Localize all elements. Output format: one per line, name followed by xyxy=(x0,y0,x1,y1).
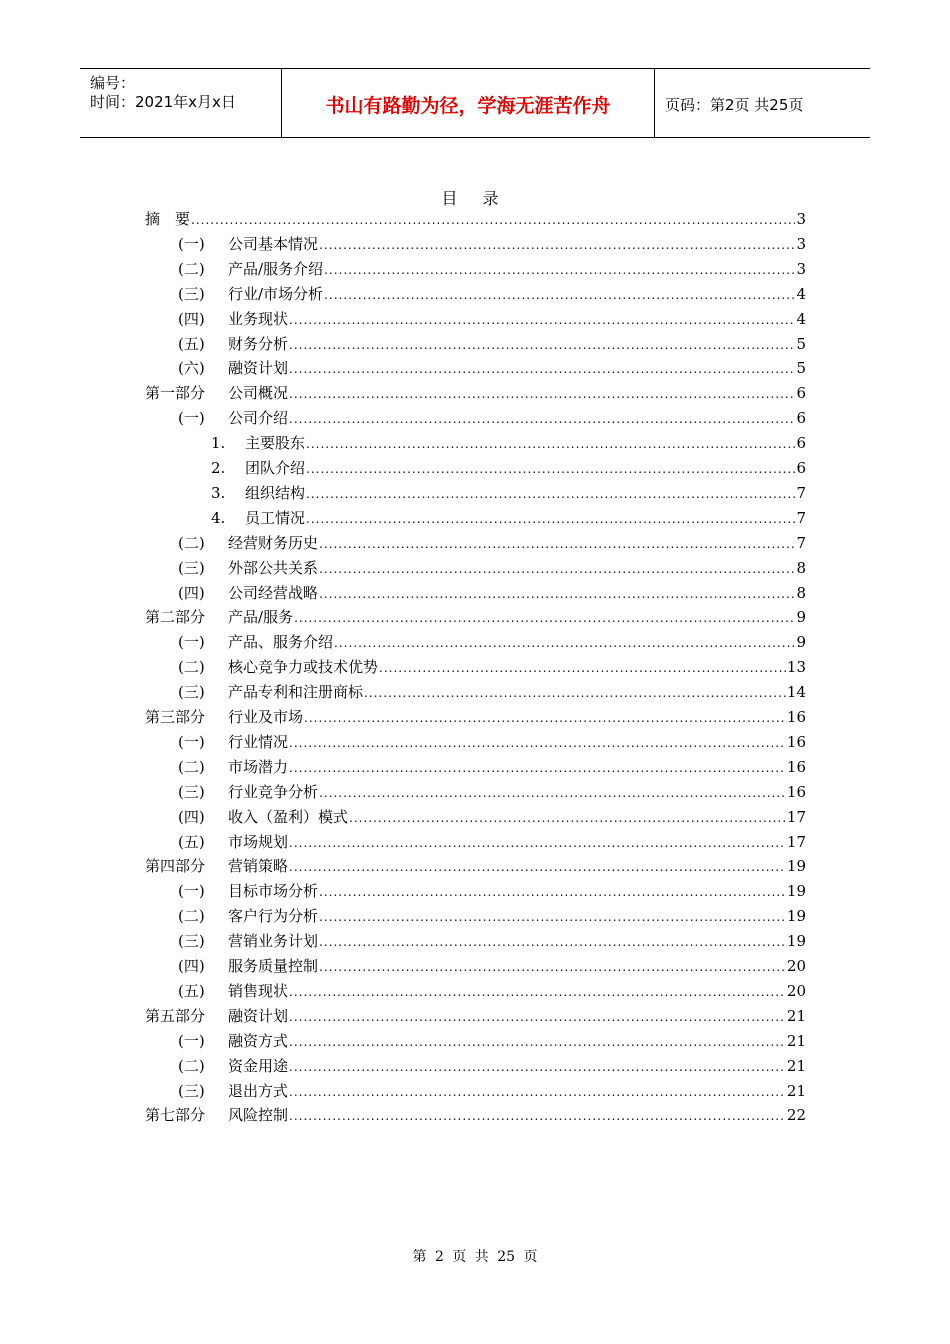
toc-entry-page-number: 4 xyxy=(796,309,806,328)
toc-entry-page-number: 9 xyxy=(796,608,806,627)
toc-entry-page-number: 6 xyxy=(796,409,806,428)
toc-dot-leader xyxy=(289,1109,786,1123)
toc-entry-label: 团队介绍 xyxy=(245,459,306,477)
toc-entry-label: 核心竞争力或技术优势 xyxy=(228,658,379,677)
toc-dot-leader xyxy=(306,487,795,501)
toc-entry[interactable] xyxy=(178,806,806,830)
toc-entry-label: 市场规划 xyxy=(228,832,289,851)
toc-dot-leader xyxy=(289,836,786,850)
toc-entry-number: (二) xyxy=(178,658,205,677)
toc-entry[interactable] xyxy=(178,333,806,357)
toc-entry-page-number: 21 xyxy=(786,1006,806,1025)
toc-entry-number: (四) xyxy=(178,583,205,602)
toc-entry[interactable] xyxy=(145,606,806,630)
toc-entry-page-number: 3 xyxy=(796,259,806,278)
toc-dot-leader xyxy=(379,661,786,675)
toc-entry-label: 融资计划 xyxy=(228,359,289,378)
toc-entry-label: 销售现状 xyxy=(228,981,289,1000)
toc-entry-page-number: 20 xyxy=(786,981,806,1000)
toc-entry[interactable] xyxy=(145,706,806,730)
toc-entry[interactable] xyxy=(211,432,806,456)
toc-entry-label: 财务分析 xyxy=(228,334,289,353)
toc-entry-page-number: 4 xyxy=(796,284,806,303)
toc-entry-label: 营销策略 xyxy=(228,857,289,876)
toc-entry-page-number: 3 xyxy=(796,234,806,253)
toc-dot-leader xyxy=(289,736,786,750)
toc-dot-leader xyxy=(304,711,786,725)
toc-entry[interactable] xyxy=(145,1005,806,1029)
toc-entry[interactable] xyxy=(178,756,806,780)
toc-dot-leader xyxy=(289,338,795,352)
toc-entry-page-number: 16 xyxy=(786,732,806,751)
toc-entry[interactable] xyxy=(178,532,806,556)
toc-entry[interactable] xyxy=(211,457,806,481)
header-motto: 书山有路勤为径，学海无涯苦作舟 xyxy=(325,95,611,117)
toc-entry-page-number: 7 xyxy=(796,483,806,502)
toc-entry-number: 第四部分 xyxy=(145,857,206,876)
toc-entry-page-number: 6 xyxy=(796,459,806,477)
toc-entry[interactable] xyxy=(178,357,806,381)
toc-entry-label: 主要股东 xyxy=(245,434,306,453)
toc-dot-leader xyxy=(289,1085,786,1099)
toc-entry-page-number: 19 xyxy=(786,857,806,876)
toc-entry-page-number: 8 xyxy=(796,558,806,577)
toc-entry[interactable] xyxy=(178,880,806,904)
toc-entry-label: 行业情况 xyxy=(228,732,289,751)
toc-title: 目 录 xyxy=(441,189,509,208)
toc-entry-number: (三) xyxy=(178,1081,205,1100)
toc-entry-page-number: 16 xyxy=(786,757,806,776)
toc-entry-label: 客户行为分析 xyxy=(228,907,319,926)
toc-entry[interactable] xyxy=(178,1030,806,1054)
toc-entry-label: 行业/市场分析 xyxy=(228,284,324,303)
toc-entry-number: (一) xyxy=(178,882,205,901)
toc-entry-page-number: 6 xyxy=(796,434,806,453)
toc-entry-number: 第三部分 xyxy=(145,708,206,726)
toc-dot-leader xyxy=(324,263,795,277)
toc-entry-label: 市场潜力 xyxy=(228,757,289,776)
toc-entry-number: (三) xyxy=(178,932,205,951)
toc-entry-label: 资金用途 xyxy=(228,1056,289,1075)
toc-dot-leader xyxy=(289,1060,786,1074)
toc-dot-leader xyxy=(289,860,786,874)
toc-entry[interactable] xyxy=(211,482,806,506)
toc-entry[interactable] xyxy=(178,407,806,431)
toc-entry[interactable] xyxy=(178,1055,806,1079)
toc-entry-page-number: 16 xyxy=(786,708,806,726)
toc-entry-number: 1. xyxy=(211,434,226,453)
toc-entry-number: (六) xyxy=(178,359,205,378)
toc-dot-leader xyxy=(306,462,795,476)
toc-entry[interactable] xyxy=(178,1080,806,1104)
header-page-info: 页码：第2页 共25页 xyxy=(665,96,804,114)
toc-dot-leader xyxy=(191,213,795,227)
toc-entry[interactable] xyxy=(178,557,806,581)
toc-entry-page-number: 7 xyxy=(796,508,806,527)
toc-entry-page-number: 3 xyxy=(796,210,806,228)
toc-entry-label: 行业竞争分析 xyxy=(228,782,319,801)
toc-entry[interactable] xyxy=(178,955,806,979)
toc-entry-page-number: 14 xyxy=(786,683,806,702)
toc-entry[interactable] xyxy=(178,731,806,755)
toc-entry-label: 产品/服务介绍 xyxy=(228,259,324,278)
toc-entry[interactable] xyxy=(178,831,806,855)
page-header xyxy=(80,68,870,138)
toc-entry-page-number: 9 xyxy=(796,633,806,652)
toc-entry-page-number: 17 xyxy=(786,807,806,826)
toc-entry[interactable] xyxy=(178,283,806,307)
toc-dot-leader xyxy=(289,1010,786,1024)
toc-entry-number: (四) xyxy=(178,957,205,975)
toc-entry[interactable] xyxy=(178,905,806,929)
toc-entry-label: 融资计划 xyxy=(228,1006,289,1025)
toc-dot-leader xyxy=(324,288,795,302)
toc-entry-label: 收入（盈利）模式 xyxy=(228,807,349,826)
toc-entry[interactable] xyxy=(178,258,806,282)
toc-entry-label: 风险控制 xyxy=(228,1106,289,1125)
toc-dot-leader xyxy=(306,437,795,451)
toc-entry-label: 外部公共关系 xyxy=(228,558,319,577)
toc-dot-leader xyxy=(319,537,795,551)
toc-entry-label: 公司介绍 xyxy=(228,409,289,428)
toc-dot-leader xyxy=(319,935,786,949)
toc-entry-number: 第二部分 xyxy=(145,608,206,627)
toc-dot-leader xyxy=(289,412,795,426)
toc-entry-page-number: 19 xyxy=(786,932,806,951)
toc-entry-page-number: 7 xyxy=(796,533,806,552)
toc-entry-number: 第五部分 xyxy=(145,1006,206,1025)
page-footer: 第 2 页 共 25 页 xyxy=(412,1249,538,1265)
toc-entry[interactable] xyxy=(178,233,806,257)
toc-entry-page-number: 13 xyxy=(786,658,806,677)
toc-entry[interactable] xyxy=(178,930,806,954)
toc-entry-number: (三) xyxy=(178,782,205,801)
toc-dot-leader xyxy=(289,761,786,775)
toc-entry-number: 第七部分 xyxy=(145,1106,206,1125)
toc-entry-label: 服务质量控制 xyxy=(228,957,319,975)
toc-entry-number: (五) xyxy=(178,981,205,1000)
toc-dot-leader xyxy=(319,885,786,899)
toc-dot-leader xyxy=(364,686,786,700)
toc-entry-label: 行业及市场 xyxy=(228,708,304,726)
toc-entry-page-number: 8 xyxy=(796,583,806,602)
toc-entry-number: (一) xyxy=(178,409,205,428)
toc-entry-number: (一) xyxy=(178,1031,205,1050)
toc-entry-page-number: 19 xyxy=(786,907,806,926)
header-left-cell xyxy=(80,69,282,137)
toc-entry-page-number: 5 xyxy=(796,359,806,378)
toc-entry-number: (二) xyxy=(178,1056,205,1075)
toc-dot-leader xyxy=(289,985,786,999)
toc-entry-label: 业务现状 xyxy=(228,309,289,328)
toc-dot-leader xyxy=(289,313,795,327)
toc-entry-page-number: 21 xyxy=(786,1056,806,1075)
toc-entry[interactable] xyxy=(178,308,806,332)
toc-dot-leader xyxy=(319,910,786,924)
toc-entry-number: 2. xyxy=(211,459,226,477)
toc-entry[interactable] xyxy=(145,1104,806,1128)
toc-entry-number: (三) xyxy=(178,683,205,702)
toc-entry-label: 产品/服务 xyxy=(228,608,294,627)
toc-entry-number: (四) xyxy=(178,807,205,826)
toc-entry[interactable] xyxy=(178,980,806,1004)
toc-entry-label: 组织结构 xyxy=(245,483,306,502)
toc-entry-page-number: 20 xyxy=(786,957,806,975)
toc-entry[interactable] xyxy=(145,855,806,879)
toc-entry-label: 公司基本情况 xyxy=(228,234,319,253)
toc-entry-label: 经营财务历史 xyxy=(228,533,319,552)
toc-entry-label: 退出方式 xyxy=(228,1081,289,1100)
toc-entry[interactable] xyxy=(178,681,806,705)
toc-entry[interactable] xyxy=(178,582,806,606)
toc-dot-leader xyxy=(334,636,795,650)
toc-dot-leader xyxy=(306,512,795,526)
toc-entry-page-number: 21 xyxy=(786,1031,806,1050)
toc-entry-page-number: 6 xyxy=(796,384,806,403)
toc-entry-number: (一) xyxy=(178,234,205,253)
toc-dot-leader xyxy=(289,1035,786,1049)
toc-entry-label: 融资方式 xyxy=(228,1031,289,1050)
toc-entry-page-number: 21 xyxy=(786,1081,806,1100)
toc-dot-leader xyxy=(319,786,786,800)
toc-dot-leader xyxy=(289,387,795,401)
toc-dot-leader xyxy=(289,362,795,376)
toc-entry-label: 员工情况 xyxy=(245,508,306,527)
toc-entry[interactable] xyxy=(145,208,806,232)
toc-entry-page-number: 16 xyxy=(786,782,806,801)
toc-entry-number: (五) xyxy=(178,832,205,851)
toc-entry-number: (一) xyxy=(178,732,205,751)
toc-entry-number: (二) xyxy=(178,533,205,552)
toc-entry-number: (二) xyxy=(178,907,205,926)
toc-entry-number: 3. xyxy=(211,483,226,502)
toc-dot-leader xyxy=(319,562,795,576)
toc-entry[interactable] xyxy=(178,631,806,655)
toc-entry[interactable] xyxy=(211,507,806,531)
toc-dot-leader xyxy=(319,238,795,252)
toc-dot-leader xyxy=(319,587,795,601)
toc-entry-label: 公司概况 xyxy=(228,384,289,403)
toc-dot-leader xyxy=(294,611,795,625)
toc-entry-number: (二) xyxy=(178,757,205,776)
toc-entry-number: (五) xyxy=(178,334,205,353)
document-time-label: 时间：2021年x月x日 xyxy=(90,93,236,111)
toc-entry-number: (三) xyxy=(178,284,205,303)
toc-entry-label: 公司经营战略 xyxy=(228,583,319,602)
toc-entry-page-number: 5 xyxy=(796,334,806,353)
toc-entry[interactable] xyxy=(178,781,806,805)
toc-entry-number: (三) xyxy=(178,558,205,577)
toc-entry-page-number: 19 xyxy=(786,882,806,901)
toc-entry-number: 第一部分 xyxy=(145,384,206,403)
header-middle-cell xyxy=(282,69,655,137)
toc-entry-number: (一) xyxy=(178,633,205,652)
toc-dot-leader xyxy=(319,960,786,974)
toc-entry-number: 4. xyxy=(211,508,226,527)
header-right-cell xyxy=(655,69,870,137)
toc-entry[interactable] xyxy=(178,656,806,680)
toc-entry-page-number: 17 xyxy=(786,832,806,851)
toc-entry-label: 营销业务计划 xyxy=(228,932,319,951)
toc-entry-number: (二) xyxy=(178,259,205,278)
toc-entry-number: 摘 要 xyxy=(145,210,191,228)
toc-entry[interactable] xyxy=(145,382,806,406)
toc-dot-leader xyxy=(349,811,786,825)
toc-entry-number: (四) xyxy=(178,309,205,328)
toc-entry-label: 产品、服务介绍 xyxy=(228,633,334,652)
document-number-label: 编号： xyxy=(90,74,136,92)
toc-entry-label: 目标市场分析 xyxy=(228,882,319,901)
toc-entry-page-number: 22 xyxy=(786,1106,806,1125)
toc-entry-label: 产品专利和注册商标 xyxy=(228,683,364,702)
